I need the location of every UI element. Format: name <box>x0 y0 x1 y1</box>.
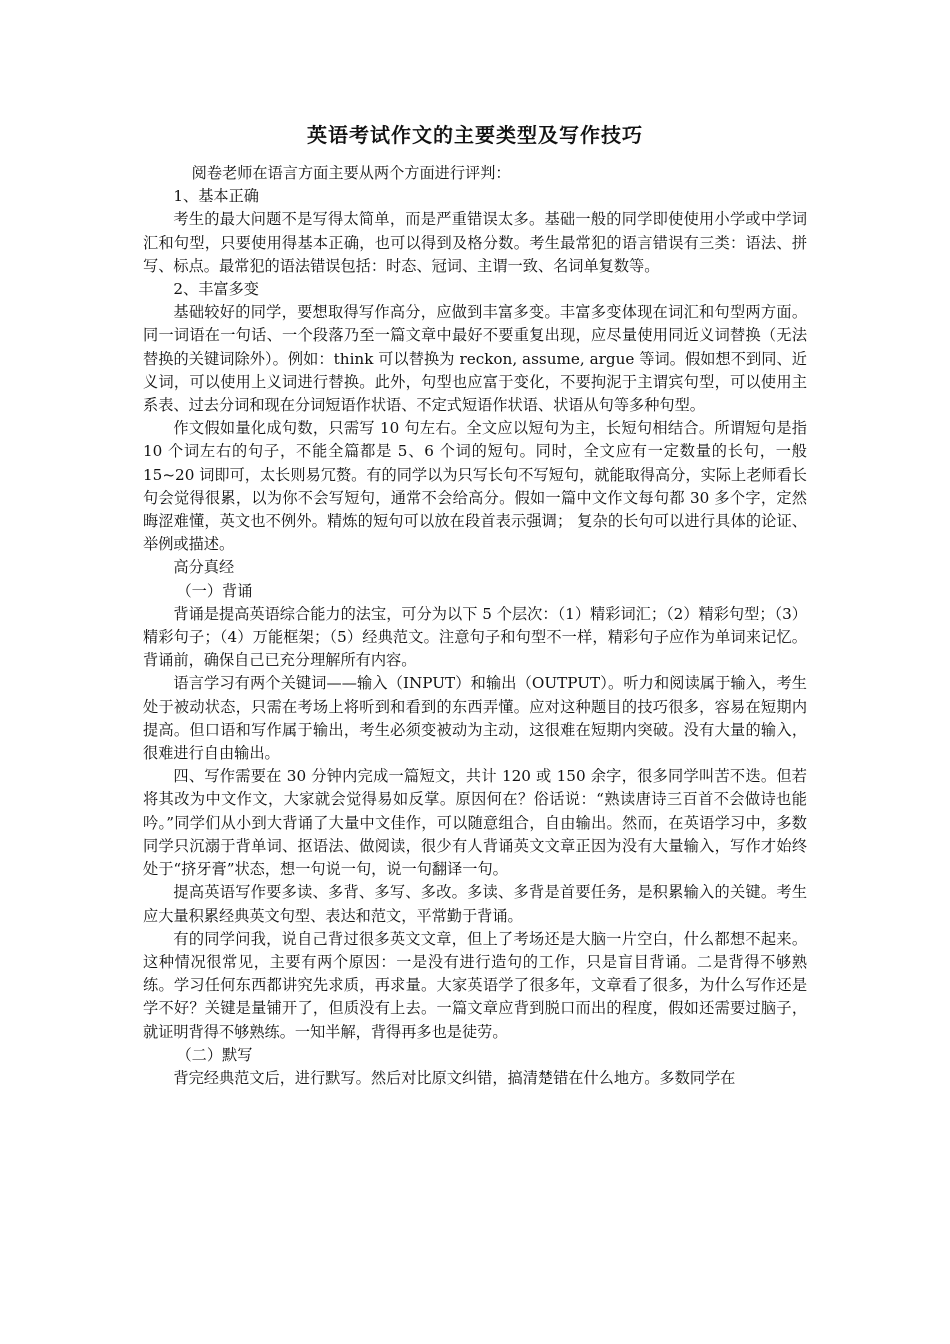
document-title: 英语考试作文的主要类型及写作技巧 <box>307 123 643 147</box>
paragraph: 作文假如量化成句数，只需写 10 句左右。全文应以短句为主，长短句相结合。所谓短句是指 10 个词左右的句子，不能全篇都是 5、6 个词的短句。同时，全文应有一定数量的长句，一般 15~20 词即可，太长则易冗赘。有的同学以为只写长句不写短句，就能取得高分，实际上老师看长句会觉得很累，以为你不会写短句，通常不会给高分。假如一篇中文作文每句都 30 多个字，定然晦涩难懂，英文也不例外。精炼的短句可以放在段首表示强调； 复杂的长句可以进行具体的论证、举例或描述。 <box>143 419 807 554</box>
paragraph: 背完经典范文后，进行默写。然后对比原文纠错，搞清楚错在什么地方。多数同学在 <box>173 1068 736 1087</box>
subsection-heading-dictation: （二）默写 <box>176 1045 253 1064</box>
paragraph: 基础较好的同学，要想取得写作高分，应做到丰富多变。丰富多变体现在词汇和句型两方面。同一词语在一句话、一个段落乃至一篇文章中最好不要重复出现，应尽量使用同近义词替换（无法替换的关键词除外）。例如：think 可以替换为 reckon, assume, argue 等词。假如想不到同、近义词，可以使用上义词进行替换。此外，句型也应富于变化，不要拘泥于主谓宾句型，可以使用主系表、过去分词和现在分词短语作状语、不定式短语作状语、状语从句等多种句型。 <box>143 303 807 415</box>
paragraph: 有的同学问我，说自己背过很多英文文章，但上了考场还是大脑一片空白，什么都想不起来。这种情况很常见，主要有两个原因：一是没有进行造句的工作，只是盲目背诵。二是背得不够熟练。学习任何东西都讲究先求质，再求量。大家英语学了很多年，文章看了很多，为什么写作还是学不好？关键是量铺开了，但质没有上去。一篇文章应背到脱口而出的程度，假如还需要过脑子，就证明背得不够熟练。一知半解，背得再多也是徒劳。 <box>143 929 807 1041</box>
paragraph: 提高英语写作要多读、多背、多写、多改。多读、多背是首要任务，是积累输入的关键。考生应大量积累经典英文句型、表达和范文，平常勤于背诵。 <box>143 883 807 925</box>
section-heading-rich-varied: 2、丰富多变 <box>173 280 259 299</box>
paragraph: 背诵是提高英语综合能力的法宝，可分为以下 5 个层次：（1）精彩词汇；（2）精彩句型；（3）精彩句子；（4）万能框架；（5）经典范文。注意句子和句型不一样，精彩句子应作为单词来记忆。背诵前，确保自己已充分理解所有内容。 <box>143 604 807 670</box>
paragraph-intro: 阅卷老师在语言方面主要从两个方面进行评判： <box>191 164 511 182</box>
section-heading-basic-correct: 1、基本正确 <box>173 187 259 206</box>
paragraph: 考生的最大问题不是写得太简单，而是严重错误太多。基础一般的同学即使使用小学或中学词汇和句型，只要使用得基本正确，也可以得到及格分数。考生最常犯的语言错误有三类：语法、拼写、标点。最常犯的语法错误包括：时态、冠词、主谓一致、名词单复数等。 <box>143 210 807 275</box>
paragraph: 四、写作需要在 30 分钟内完成一篇短文，共计 120 或 150 余字，很多同学叫苦不迭。但若将其改为中文作文，大家就会觉得易如反掌。原因何在？俗话说：“熟读唐诗三百首不会做诗也能吟。”同学们从小到大背诵了大量中文佳作，可以随意组合，自由输出。然而，在英语学习中，多数同学只沉溺于背单词、抠语法、做阅读，很少有人背诵英文文章正因为没有大量输入，写作才始终处于“挤牙膏”状态，想一句说一句，说一句翻译一句。 <box>143 767 807 879</box>
paragraph: 语言学习有两个关键词——输入（INPUT）和输出（OUTPUT）。听力和阅读属于输入，考生处于被动状态，只需在考场上将听到和看到的东西弄懂。应对这种题目的技巧很多，容易在短期内提高。但口语和写作属于输出，考生必须变被动为主动，这很难在短期内突破。没有大量的输入，很难进行自由输出。 <box>143 674 807 763</box>
subsection-heading-recite: （一）背诵 <box>176 581 253 600</box>
document-page <box>143 120 807 1090</box>
section-heading-high-score: 高分真经 <box>173 558 235 577</box>
